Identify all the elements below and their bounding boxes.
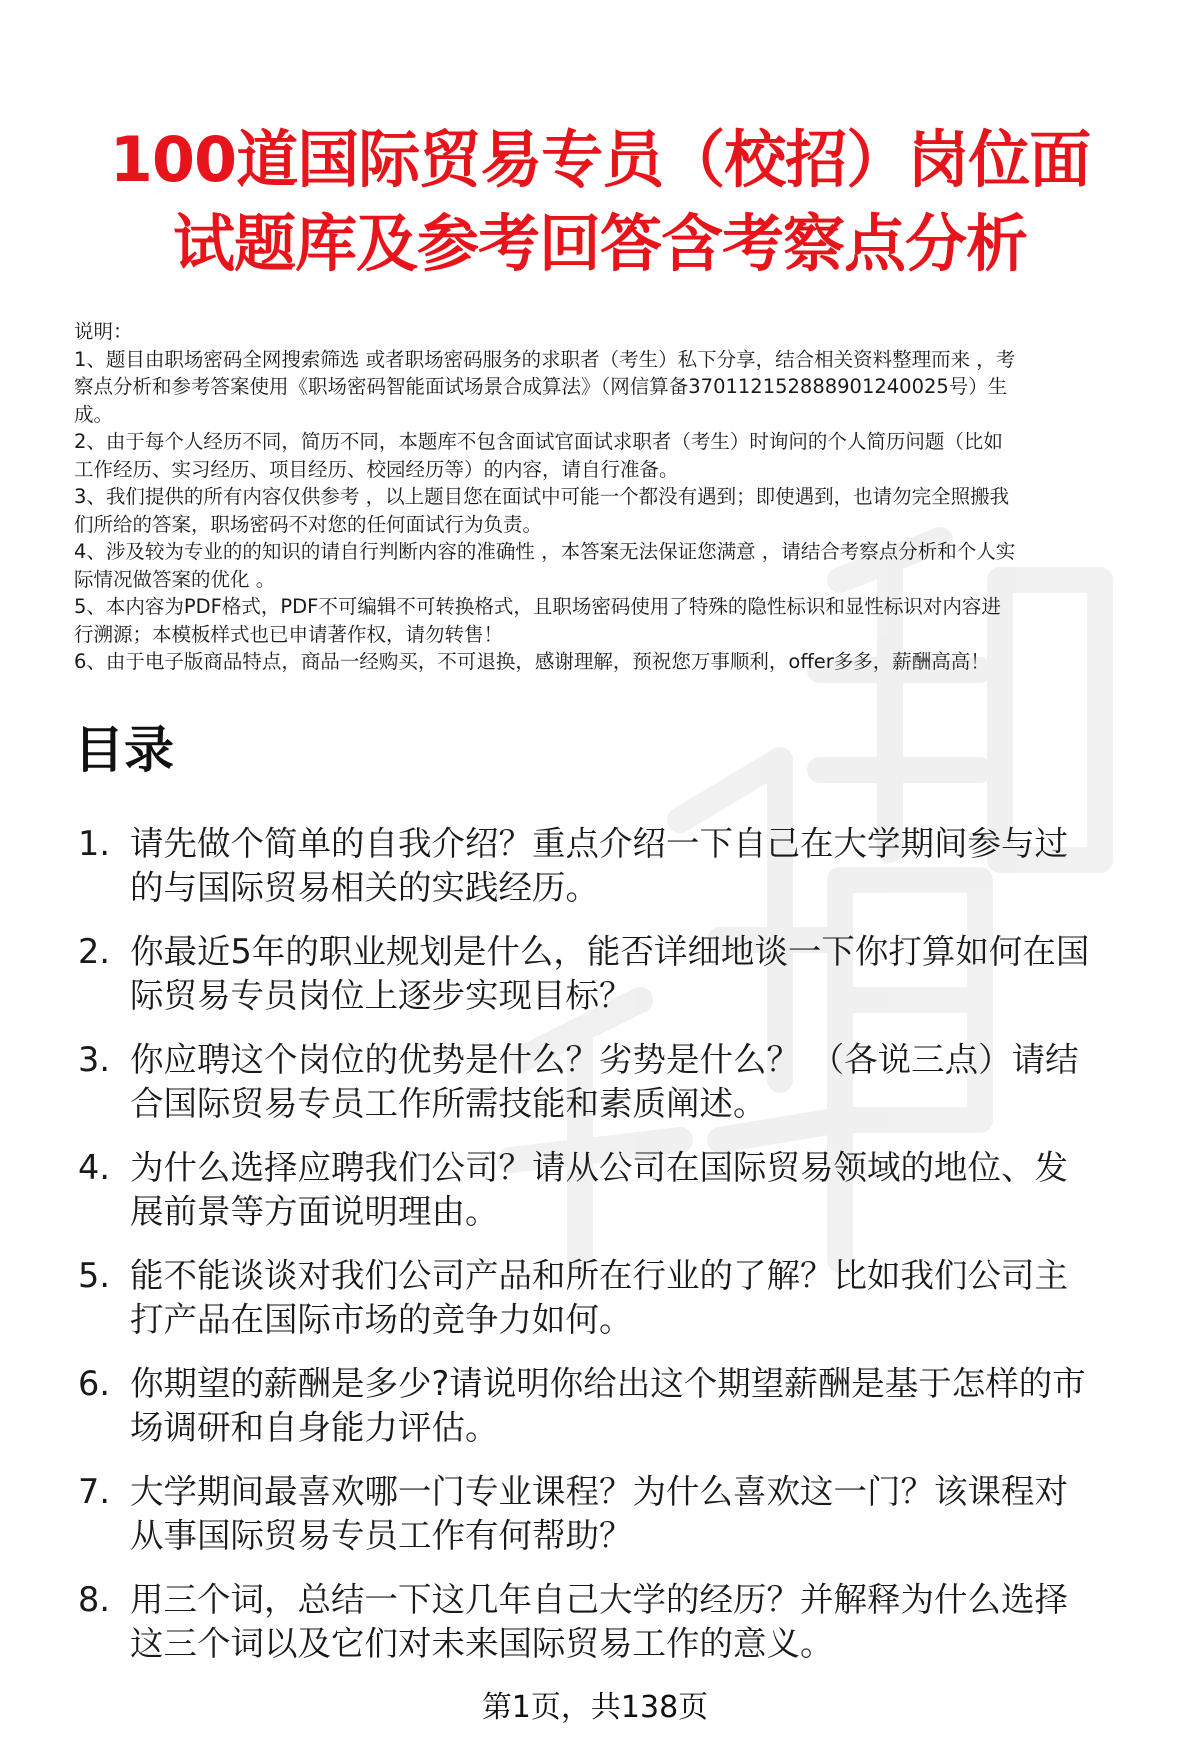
toc-item-text-line: 展前景等方面说明理由。	[130, 1192, 499, 1231]
notes-line: 察点分析和参考答案使用《职场密码智能面试场景合成算法》（网信算备370112152888901240025号）生	[74, 375, 1008, 398]
toc-item[interactable]	[74, 1470, 1164, 1558]
toc-item[interactable]	[74, 1362, 1164, 1450]
toc-item-text-line: 从事国际贸易专员工作有何帮助？	[130, 1516, 633, 1555]
toc-item[interactable]	[74, 1038, 1164, 1126]
notes-line: 行溯源；本模板样式也已申请著作权，请勿转售！	[74, 622, 504, 646]
page-footer: 第1页，共138页	[481, 1690, 709, 1725]
toc-item-text-line: 请先做个简单的自我介绍？重点介绍一下自己在大学期间参与过	[130, 824, 1068, 863]
toc-item[interactable]	[74, 1254, 1164, 1342]
toc-item-number: 7.	[78, 1472, 110, 1511]
notes-line: 1、题目由职场密码全网搜索筛选 或者职场密码服务的求职者（考生）私下分享，结合相关资料整理而来 ，考	[74, 347, 1016, 371]
toc-item-text-line: 合国际贸易专员工作所需技能和素质阐述。	[130, 1084, 767, 1123]
toc-heading: 目录	[74, 721, 174, 779]
toc-item-text-line: 你最近5年的职业规划是什么，能否详细地谈一下你打算如何在国	[130, 932, 1090, 971]
toc-item-number: 8.	[78, 1580, 110, 1619]
notes-line: 3、我们提供的所有内容仅供参考 ，以上题目您在面试中可能一个都没有遇到；即使遇到，也请勿完全照搬我	[74, 485, 1010, 508]
toc-item-text-line: 用三个词，总结一下这几年自己大学的经历？并解释为什么选择	[130, 1580, 1068, 1619]
toc-item-number: 6.	[78, 1364, 110, 1403]
toc-item[interactable]	[74, 930, 1164, 1018]
toc-item[interactable]	[74, 822, 1164, 910]
notes-line: 成。	[74, 402, 114, 426]
notes-line: 说明：	[74, 320, 133, 343]
toc-item-text-line: 际贸易专员岗位上逐步实现目标？	[130, 976, 633, 1015]
toc-item-number: 1.	[78, 824, 110, 863]
toc-item-text-line: 你应聘这个岗位的优势是什么？劣势是什么？ （各说三点）请结	[130, 1040, 1079, 1079]
notes-line: 们所给的答案，职场密码不对您的任何面试行为负责。	[74, 512, 543, 536]
toc-item-text-line: 大学期间最喜欢哪一门专业课程？为什么喜欢这一门？该课程对	[130, 1472, 1068, 1511]
toc-item[interactable]	[74, 1578, 1164, 1666]
notes-line: 2、由于每个人经历不同，简历不同，本题库不包含面试官面试求职者（考生）时询问的个人简历问题（比如	[74, 430, 1003, 453]
notes-line: 际情况做答案的优化 。	[74, 567, 276, 591]
notes-line: 5、本内容为PDF格式，PDF不可编辑不可转换格式，且职场密码使用了特殊的隐性标识和显性标识对内容进	[74, 595, 1001, 618]
toc-item-number: 3.	[78, 1040, 110, 1079]
toc-item-text-line: 场调研和自身能力评估。	[130, 1408, 499, 1447]
notes-line: 工作经历、实习经历、项目经历、校园经历等）的内容，请自行准备。	[74, 457, 679, 481]
toc-item-number: 2.	[78, 932, 110, 971]
toc-item-text-line: 打产品在国际市场的竞争力如何。	[130, 1300, 633, 1339]
toc-item-number: 4.	[78, 1148, 110, 1187]
toc-list	[74, 822, 1164, 1686]
toc-item-text-line: 你期望的薪酬是多少?请说明你给出这个期望薪酬是基于怎样的市	[130, 1364, 1086, 1403]
document-title	[70, 118, 1130, 286]
title-line-1: 100道国际贸易专员（校招）岗位面	[109, 123, 1091, 196]
toc-item[interactable]	[74, 1146, 1164, 1234]
instructions-notes	[74, 318, 1164, 676]
notes-line: 4、涉及较为专业的的知识的请自行判断内容的准确性 ，本答案无法保证您满意 ，请结合考察点分析和个人实	[74, 540, 1016, 563]
toc-item-text-line: 的与国际贸易相关的实践经历。	[130, 868, 599, 907]
notes-line: 6、由于电子版商品特点，商品一经购买，不可退换，感谢理解，预祝您万事顺利，offer多多，薪酬高高！	[74, 650, 990, 673]
toc-item-text-line: 这三个词以及它们对未来国际贸易工作的意义。	[130, 1624, 834, 1663]
title-line-2: 试题库及参考回答含考察点分析	[172, 207, 1027, 280]
toc-item-number: 5.	[78, 1256, 110, 1295]
toc-item-text-line: 为什么选择应聘我们公司？请从公司在国际贸易领域的地位、发	[130, 1148, 1068, 1187]
toc-item-text-line: 能不能谈谈对我们公司产品和所在行业的了解？比如我们公司主	[130, 1256, 1068, 1295]
